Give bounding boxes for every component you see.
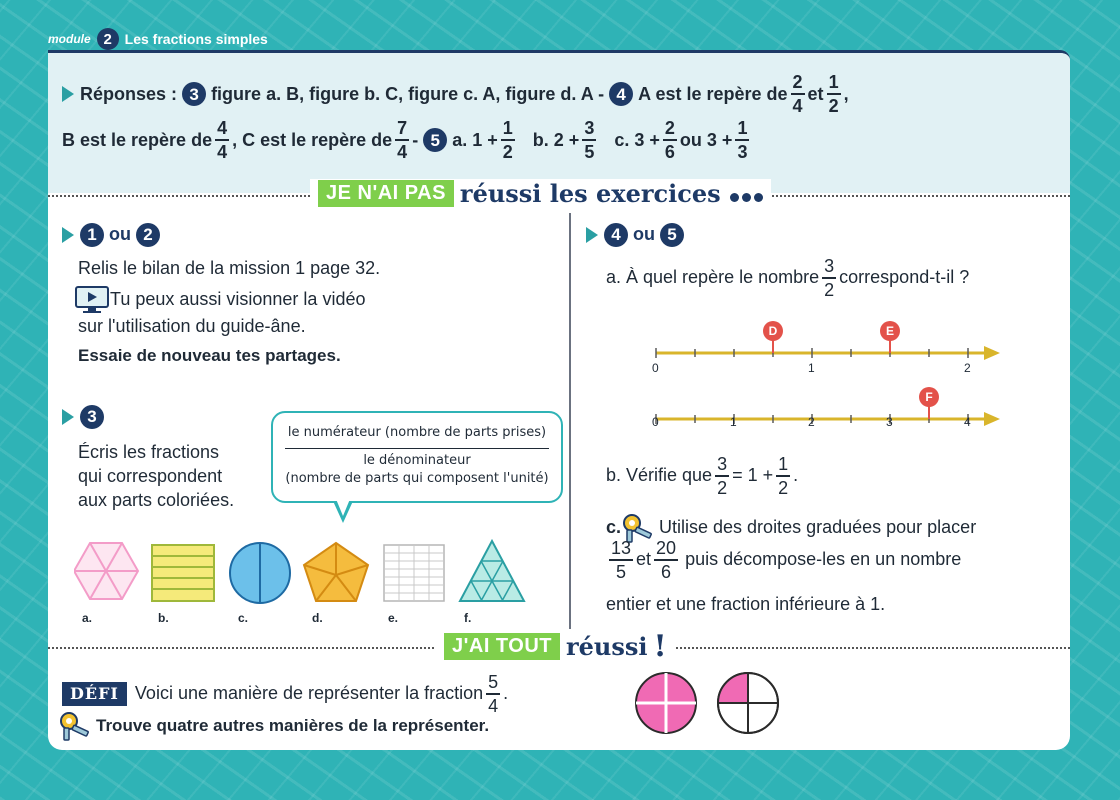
question-c-line-2 xyxy=(606,539,961,581)
five-quarters-circles xyxy=(634,669,784,739)
fraction-1-2: $\frac{1}{2}$ xyxy=(828,72,839,116)
answers-line-2 xyxy=(62,119,1056,161)
banner-text: réussi les exercices xyxy=(459,179,721,208)
shape-label-b: b. xyxy=(158,611,169,625)
shape-label-a: a. xyxy=(82,611,93,625)
banner-all-succeeded xyxy=(436,629,675,664)
defi-line-2 xyxy=(58,711,489,741)
marker-d-label: D xyxy=(768,324,778,338)
tick-label-l2-0: 0 xyxy=(652,415,659,429)
shape-e-grid xyxy=(384,545,444,601)
exercise-5-badge: 5 xyxy=(660,223,684,247)
keys-icon xyxy=(58,711,92,741)
question-c-text-1: Utilise des droites graduées pour placer xyxy=(659,517,977,538)
arrow-icon xyxy=(62,227,74,243)
banner-success-tag: J'AI TOUT xyxy=(444,633,560,660)
question-c-label: c. xyxy=(606,517,622,538)
or-label: ou xyxy=(109,224,131,245)
question-a xyxy=(606,257,969,299)
question-b-eq: = 1 + xyxy=(732,465,774,486)
question-b xyxy=(606,455,798,497)
shape-c-circle xyxy=(230,543,290,603)
answer-dash: - xyxy=(412,130,419,150)
defi-line-1 xyxy=(62,673,508,715)
exercise-4-5-heading xyxy=(586,223,684,247)
shape-d-pentagon xyxy=(304,543,368,601)
circle-1-quarter xyxy=(718,673,778,733)
shape-label-e: e. xyxy=(388,611,399,625)
answer-5a: a. 1 + xyxy=(452,130,498,150)
question-b-dot: . xyxy=(793,465,799,486)
fraction-7-4: $\frac{7}{4}$ xyxy=(397,118,408,162)
fraction-3-2: $\frac{3}{2}$ xyxy=(824,256,835,300)
arrow-icon xyxy=(62,409,74,425)
column-divider xyxy=(569,213,571,633)
answers-label: Réponses : xyxy=(80,84,178,104)
question-c-text-2: puis décompose-les en un nombre xyxy=(685,549,962,570)
tick-label-l2-3: 3 xyxy=(886,415,893,429)
shape-b-rectangle xyxy=(152,545,214,601)
fraction-b-2: $\frac{1}{2}$ xyxy=(778,454,789,498)
question-a-text-2: correspond-t-il ? xyxy=(839,267,970,288)
fraction-13-5: $\frac{13}{5}$ xyxy=(611,538,632,582)
answer-4-text: A est le repère de xyxy=(638,84,788,104)
fraction-2-4: $\frac{2}{4}$ xyxy=(792,72,803,116)
reread-instruction: Relis le bilan de la mission 1 page 32. xyxy=(78,258,381,278)
defi-tag: DÉFI xyxy=(62,682,127,707)
module-title: Les fractions simples xyxy=(124,31,268,47)
defi-text-1: Voici une manière de représenter la fraction xyxy=(134,683,484,704)
numerator-definition: le numérateur (nombre de parts prises) xyxy=(285,425,549,449)
banner-tag: JE N'AI PAS xyxy=(318,180,454,207)
fraction-4-4: $\frac{4}{4}$ xyxy=(217,118,228,162)
exercise-4-badge: 4 xyxy=(609,82,633,106)
fraction-5a: $\frac{1}{2}$ xyxy=(502,118,513,162)
exercise-4-badge: 4 xyxy=(604,223,628,247)
video-text: Tu peux aussi visionner la vidéo xyxy=(110,289,366,310)
answers-section xyxy=(48,53,1070,193)
marker-f-label: F xyxy=(925,390,933,404)
fraction-definition-bubble xyxy=(271,411,563,503)
video-text-2: sur l'utilisation du guide-âne. xyxy=(78,316,306,336)
fraction-5c-2: $\frac{1}{3}$ xyxy=(737,118,748,162)
exercise-3-badge: 3 xyxy=(182,82,206,106)
dots-icon xyxy=(727,179,763,208)
fraction-5-4: $\frac{5}{4}$ xyxy=(488,672,499,716)
shape-label-f: f. xyxy=(464,611,472,625)
arrow-icon xyxy=(62,86,74,102)
answer-b-text: B est le repère de xyxy=(62,130,213,150)
question-c-text-3: entier et une fraction inférieure à 1. xyxy=(606,594,886,614)
exercise-3-badge: 3 xyxy=(80,405,104,429)
defi-text-end: . xyxy=(503,683,509,704)
fraction-5c-1: $\frac{2}{6}$ xyxy=(664,118,675,162)
marker-e-label: E xyxy=(885,324,894,338)
exercise-5-badge: 5 xyxy=(423,128,447,152)
answer-5b: b. 2 + xyxy=(532,130,580,150)
question-a-text: a. À quel repère le nombre xyxy=(606,267,820,288)
shape-label-c: c. xyxy=(238,611,249,625)
denominator-definition-2: (nombre de parts qui composent l'unité) xyxy=(285,470,549,486)
number-line-1 xyxy=(656,321,1000,360)
answer-3-text: figure a. B, figure b. C, figure c. A, figure d. A - xyxy=(211,84,605,104)
answer-comma: , xyxy=(843,84,849,104)
exercise-card xyxy=(48,50,1070,750)
exclamation-mark: ! xyxy=(653,629,667,664)
answer-c-text: , C est le repère de xyxy=(232,130,393,150)
number-line-2 xyxy=(656,387,1000,426)
tick-label-l1-2: 2 xyxy=(964,361,971,375)
module-word: module xyxy=(48,32,91,46)
module-header xyxy=(48,26,268,52)
denominator-definition-1: le dénominateur xyxy=(363,453,471,468)
tick-label-l2-2: 2 xyxy=(808,415,815,429)
question-c-and: et xyxy=(636,549,652,570)
exercise-3-text-1: Écris les fractions xyxy=(78,442,220,462)
exercise-3-text-3: aux parts coloriées. xyxy=(78,490,235,510)
shape-a-hexagon xyxy=(74,543,138,599)
bubble-tail xyxy=(333,501,353,523)
answer-5c-or: ou 3 + xyxy=(679,130,733,150)
arrow-icon xyxy=(586,227,598,243)
tick-label-l1-1: 1 xyxy=(808,361,815,375)
tick-label-l2-4: 4 xyxy=(964,415,971,429)
module-number: 2 xyxy=(97,28,119,50)
try-again-instruction: Essaie de nouveau tes partages. xyxy=(78,346,341,365)
question-b-text: b. Vérifie que xyxy=(606,465,713,486)
banner-success-text: réussi xyxy=(566,632,648,661)
shape-f-triangle xyxy=(460,541,524,601)
answers-line-1 xyxy=(62,73,1056,115)
fraction-b-1: $\frac{3}{2}$ xyxy=(717,454,728,498)
banner-not-succeeded xyxy=(310,179,771,208)
shape-label-d: d. xyxy=(312,611,323,625)
fraction-shapes xyxy=(74,539,534,611)
exercise-1-badge: 1 xyxy=(80,223,104,247)
answer-5c: c. 3 + xyxy=(614,130,660,150)
exercise-3-text-2: qui correspondent xyxy=(78,466,223,486)
full-circle-4-quarters xyxy=(636,673,696,733)
video-line xyxy=(74,285,365,315)
tick-label-l1-0: 0 xyxy=(652,361,659,375)
video-screen-icon xyxy=(74,285,110,315)
answer-and: et xyxy=(807,84,824,104)
tick-label-l2-1: 1 xyxy=(730,415,737,429)
exercise-3-heading xyxy=(62,405,104,429)
fraction-20-6: $\frac{20}{6}$ xyxy=(656,538,677,582)
or-label: ou xyxy=(633,224,655,245)
number-lines xyxy=(644,315,1004,441)
exercise-2-badge: 2 xyxy=(136,223,160,247)
exercise-1-2-heading xyxy=(62,223,160,247)
fraction-5b: $\frac{3}{5}$ xyxy=(584,118,595,162)
defi-text-2: Trouve quatre autres manières de la représenter. xyxy=(96,715,490,735)
